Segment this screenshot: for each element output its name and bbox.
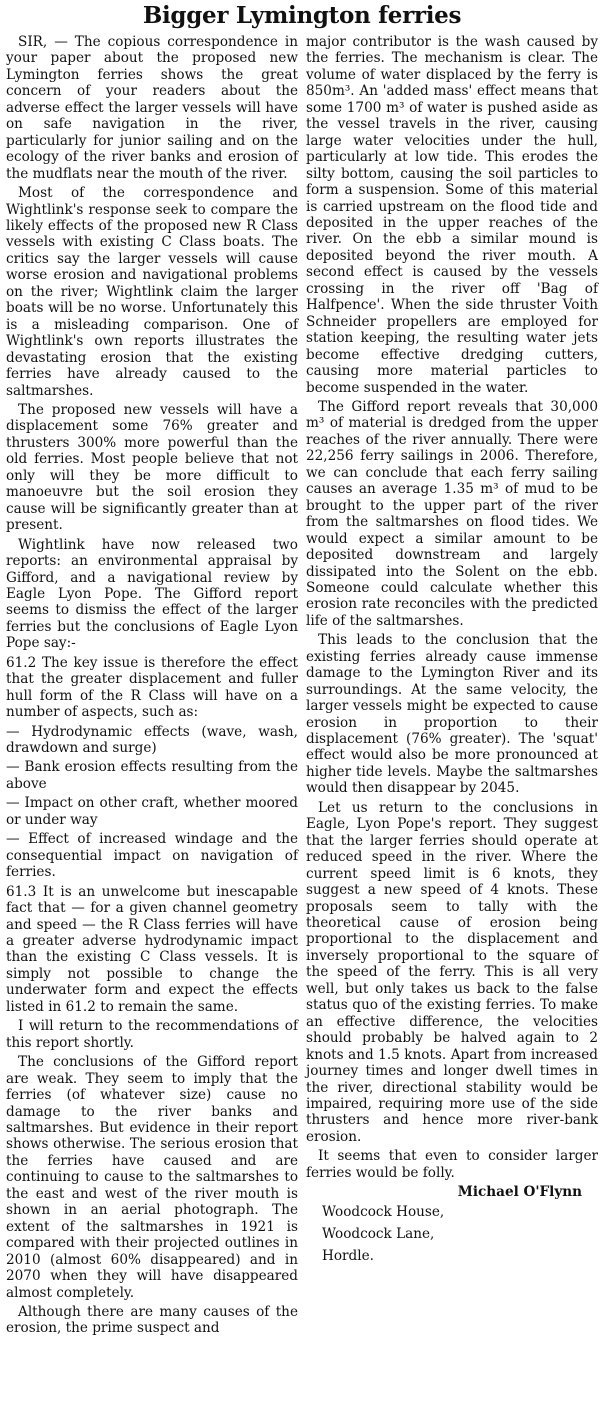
paragraph: It seems that even to consider larger ferries would be folly. [306, 1148, 598, 1181]
paragraph: The proposed new vessels will have a displacement some 76% greater and thrusters 300% more powerful than the old ferries. Most people believe that not only will they be more difficult to manoeuvre but the soil erosion they cause will be significantly greater than at present. [6, 401, 298, 534]
address-line: Woodcock House, [322, 1204, 445, 1221]
paragraph: The Gifford report reveals that 30,000 m³ of material is dredged from the upper reaches of the river annually. There were 22,256 ferry sailings in 2006. Therefore, we can conclude that each ferry sailing causes an average 1.35 m³ of mud to be brought to the upper part of the river from the saltmarshes on flood tides. We would expect a similar amount to be deposited downstream and largely dissipated into the Solent on the ebb. Someone could calculate whether this erosion rate reconciles with the predicted life of the saltmarshes. [306, 398, 598, 629]
columns [6, 34, 598, 1337]
address-line: Hordle. [322, 1248, 374, 1265]
paragraph: Wightlink have now released two reports: an environmental appraisal by Gifford, and a navigational review by Eagle Lyon Pope. The Gifford report seems to dismiss the effect of the larger ferries but the conclusions of Eagle Lyon Pope say:- [6, 536, 298, 652]
paragraph: This leads to the conclusion that the existing ferries already cause immense damage to the Lymington River and its surroundings. At the same velocity, the larger vessels might be expected to cause erosion in proportion to their displacement (76% greater). The 'squat' effect would also be more pronounced at higher tide levels. Maybe the saltmarshes would then disappear by 2045. [306, 632, 598, 797]
paragraph: The conclusions of the Gifford report are weak. They seem to imply that the ferries (of whatever size) cause no damage to the river banks and saltmarshes. But evidence in their report shows otherwise. The serious erosion that the ferries have caused and are continuing to cause to the saltmarshes to the east and west of the river mouth is shown in an aerial photograph. The extent of the saltmarshes in 1921 is compared with their projected outlines in 2010 (almost 60% disappeared) and in 2070 when they will have disappeared almost completely. [6, 1054, 298, 1301]
paragraph: Let us return to the conclusions in Eagle, Lyon Pope's report. They suggest that the larger ferries should operate at reduced speed in the river. Where the current speed limit is 6 knots, they suggest a new speed of 4 knots. These proposals seem to tally with the theoretical cause of erosion being proportional to the displacement and inversely proportional to the square of the speed of the ferry. This is all very well, but only takes us back to the false status quo of the existing ferries. To make an effective difference, the velocities should probably be halved again to 2 knots and 1.5 knots. Apart from increased journey times and longer dwell times in the river, directional stability would be impaired, requiring more use of the side thrusters and hence more river-bank erosion. [306, 799, 598, 1145]
signature-name: Michael O'Flynn [457, 1184, 582, 1201]
paragraph: — Impact on other craft, whether moored or under way [6, 795, 298, 828]
right-column [306, 34, 598, 1337]
paragraph: — Bank erosion effects resulting from the above [6, 759, 298, 792]
address-line: Woodcock Lane, [322, 1226, 435, 1243]
paragraph: — Effect of increased windage and the consequential impact on navigation of ferries. [6, 831, 298, 881]
paragraph: major contributor is the wash caused by the ferries. The mechanism is clear. The volume of water displaced by the ferry is 850m³. An 'added mass' effect means that some 1700 m³ of water is pushed aside as the vessel travels in the river, causing large water velocities under the hull, particularly at low tide. This erodes the silty bottom, causing the soil particles to form a suspension. Some of this material is carried upstream on the flood tide and deposited in the upper reaches of the river. On the ebb a similar mound is deposited beyond the river mouth. A second effect is caused by the vessels crossing in the river off 'Bag of Halfpence'. When the side thruster Voith Schneider propellers are employed for station keeping, the resulting water jets become effective dredging cutters, causing more material particles to become suspended in the water. [306, 34, 598, 396]
paragraph: 61.3 It is an unwelcome but inescapable fact that — for a given channel geometry and speed — the R Class ferries will have a greater adverse hydrodynamic impact than the existing C Class vessels. It is simply not possible to change the underwater form and expect the effects listed in 61.2 to remain the same. [6, 883, 298, 1015]
headline: Bigger Lymington ferries [142, 2, 462, 29]
paragraph: Most of the correspondence and Wightlink's response seek to compare the likely effects of the proposed new R Class vessels with existing C Class boats. The critics say the larger vessels will cause worse erosion and navigational problems on the river; Wightlink claim the larger boats will be no worse. Unfortunately this is a misleading comparison. One of Wightlink's own reports illustrates the devastating erosion that the existing ferries have already caused to the saltmarshes. [6, 185, 298, 399]
paragraph: — Hydrodynamic effects (wave, wash, drawdown and surge) [6, 723, 298, 757]
right-paragraphs [306, 34, 598, 1181]
paragraph: Although there are many causes of the erosion, the prime suspect and [6, 1303, 298, 1337]
paragraph: 61.2 The key issue is therefore the effect that the greater displacement and fuller hull form of the R Class will have on a number of aspects, such as: [6, 654, 298, 721]
signature-address [322, 1201, 598, 1267]
paragraph: SIR, — The copious correspondence in your paper about the proposed new Lymington ferries shows the great concern of your readers about the adverse effect the larger vessels will have on safe navigation in the river, particularly for junior sailing and on the ecology of the river banks and erosion of the mudflats near the mouth of the river. [6, 34, 298, 182]
paragraph: I will return to the recommendations of this report shortly. [6, 1018, 298, 1051]
left-column [6, 34, 298, 1337]
